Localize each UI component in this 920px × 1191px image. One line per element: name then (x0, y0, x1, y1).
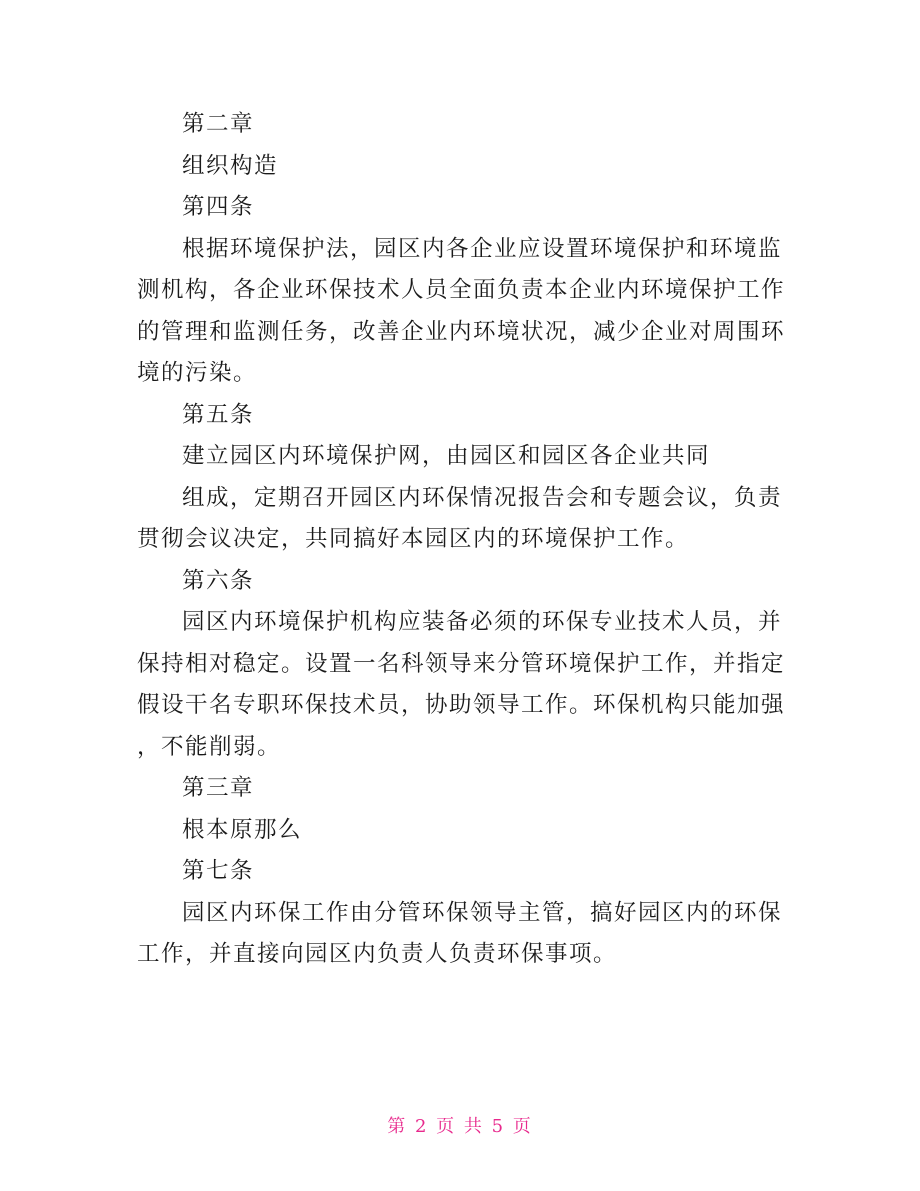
chapter-title: 根本原那么 (182, 816, 303, 843)
page-number-footer: 第 2 页 共 5 页 (387, 1116, 533, 1137)
document-body (137, 104, 787, 976)
paragraph-line: 的管理和监测任务，改善企业内环境状况，减少企业对周围环 (137, 318, 786, 345)
paragraph-line: 贯彻会议决定，共同搞好本园区内的环境保护工作。 (137, 526, 690, 552)
article-heading: 第七条 (182, 858, 255, 884)
article-heading: 第六条 (182, 567, 255, 594)
paragraph-line: 工作，并直接向园区内负责人负责环保事项。 (137, 941, 618, 967)
paragraph-line: 假设干名专职环保技术员，协助领导工作。环保机构只能加强 (137, 692, 786, 718)
chapter-heading: 第二章 (182, 111, 255, 137)
paragraph-line: 测机构，各企业环保技术人员全面负责本企业内环境保护工作 (137, 277, 786, 303)
article-heading: 第四条 (182, 194, 255, 220)
paragraph-line: 园区内环境保护机构应装备必须的环保专业技术人员，并 (182, 609, 783, 635)
paragraph-line: 建立园区内环境保护网，由园区和园区各企业共同 (182, 443, 711, 469)
article-heading: 第五条 (182, 401, 255, 428)
paragraph-line: 境的污染。 (137, 360, 258, 386)
chapter-heading: 第三章 (182, 775, 255, 801)
chapter-title: 组织构造 (182, 152, 279, 179)
paragraph-line: 园区内环保工作由分管环保领导主管，搞好园区内的环保 (182, 899, 783, 926)
paragraph-line: 组成，定期召开园区内环保情况报告会和专题会议，负责 (182, 484, 783, 511)
paragraph-line: 保持相对稳定。设置一名科领导来分管环境保护工作，并指定 (137, 650, 786, 677)
paragraph-line: ，不能削弱。 (137, 733, 282, 760)
paragraph-line: 根据环境保护法，园区内各企业应设置环境保护和环境监 (182, 235, 783, 262)
